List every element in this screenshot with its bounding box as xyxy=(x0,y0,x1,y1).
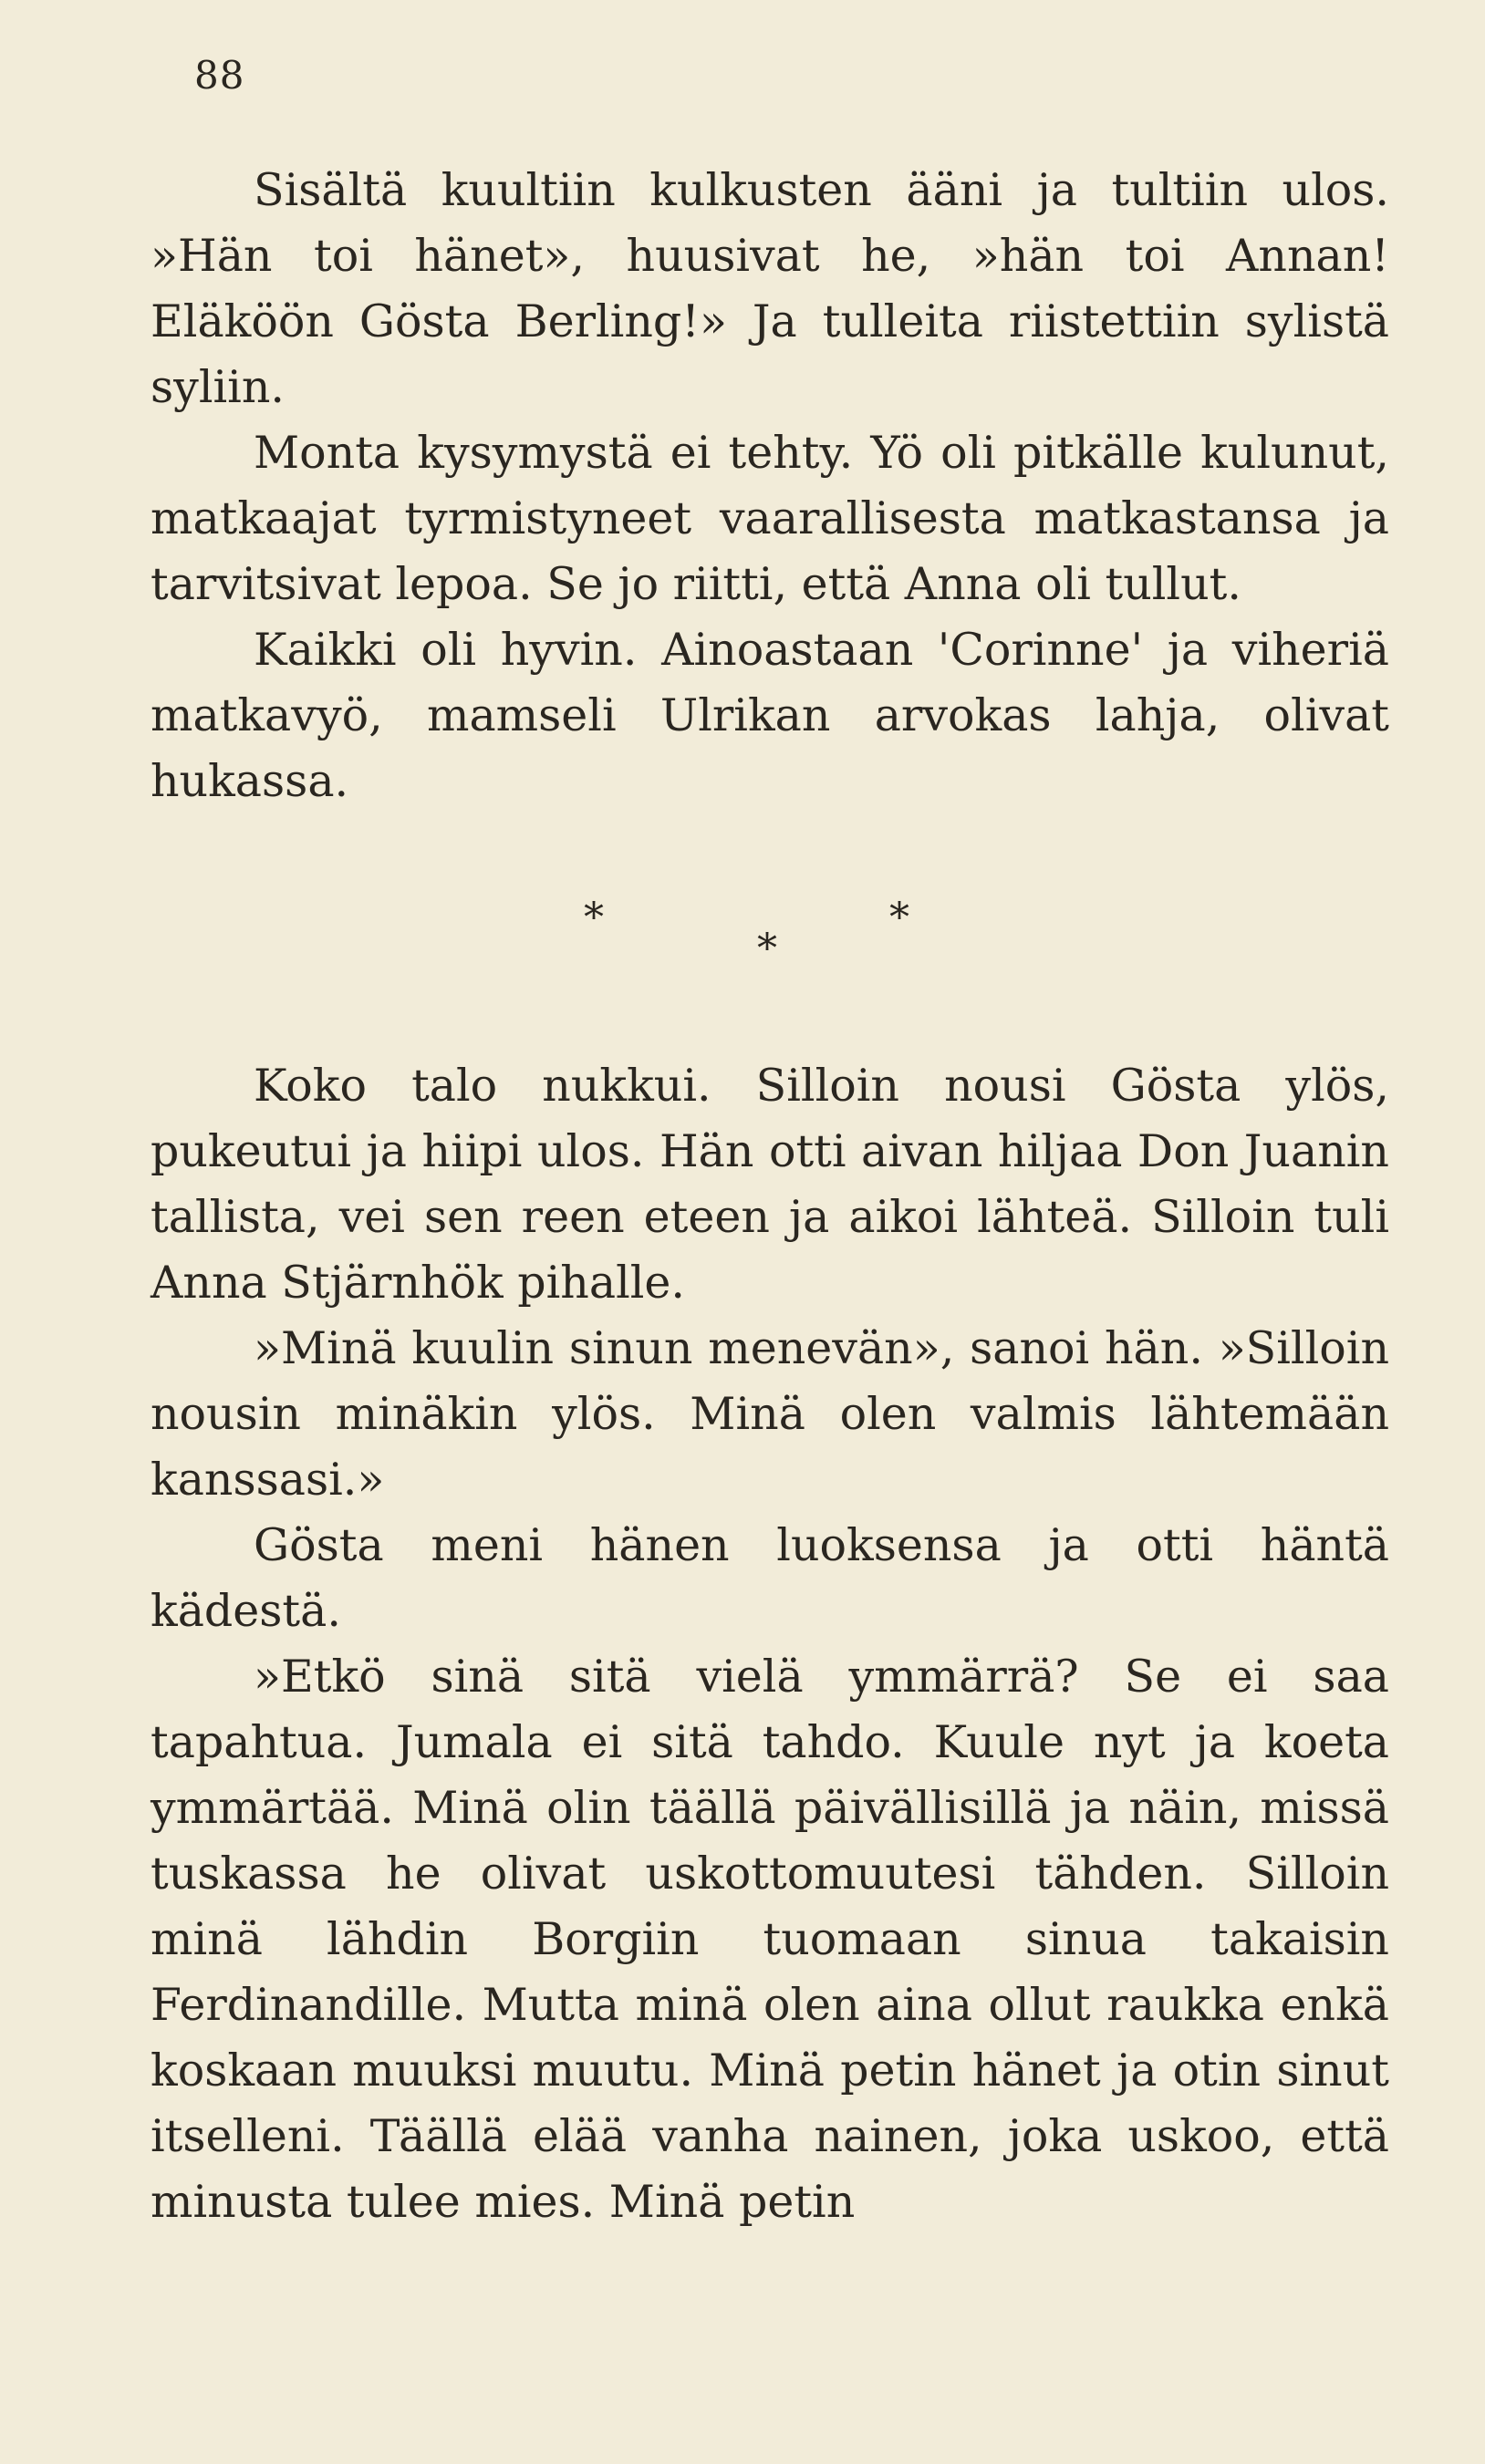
section-separator xyxy=(0,895,1485,972)
separator-star: * xyxy=(757,926,777,972)
paragraph: Gösta meni hänen luoksensa ja otti häntä kädestä. xyxy=(151,1519,1389,1637)
paragraph: »Etkö sinä sitä vielä ymmärrä? Se ei saa tapahtua. Jumala ei sitä tahdo. Kuule nyt ja koeta ymmärtää. Minä olin täällä päivällisillä ja näin, missä tuskassa he olivat uskottomuutesi tähden. Silloin minä lähdin Borgiin tuomaan sinua takaisin Ferdinandille. Mutta minä olen aina ollut raukka enkä koskaan muuksi muutu. Minä petin hänet ja otin sinut itselleni. Täällä elää vanha nainen, joka uskoo, että minusta tulee mies. Minä petin xyxy=(151,1651,1389,2228)
paragraph: Monta kysymystä ei tehty. Yö oli pitkälle kulunut, matkaajat tyrmistyneet vaarallisesta matkastansa ja tarvitsivat lepoa. Se jo riitti, että Anna oli tullut. xyxy=(151,427,1389,610)
text-block-lower xyxy=(151,1053,1389,2235)
separator-star: * xyxy=(584,895,604,941)
paragraph: Kaikki oli hyvin. Ainoastaan 'Corinne' ja viheriä matkavyö, mamseli Ulrikan arvokas lahja, olivat hukassa. xyxy=(151,624,1389,807)
paragraph: Sisältä kuultiin kulkusten ääni ja tultiin ulos. »Hän toi hänet», huusivat he, »hän toi Annan! Eläköön Gösta Berling!» Ja tulleita riistettiin sylistä syliin. xyxy=(151,164,1389,413)
paragraph: Koko talo nukkui. Silloin nousi Gösta ylös, pukeutui ja hiipi ulos. Hän otti aivan hiljaa Don Juanin tallista, vei sen reen eteen ja aikoi lähteä. Silloin tuli Anna Stjärnhök pihalle. xyxy=(151,1060,1389,1309)
separator-star: * xyxy=(889,895,909,941)
paragraph: »Minä kuulin sinun menevän», sanoi hän. »Silloin nousin minäkin ylös. Minä olen valmis lähtemään kanssasi.» xyxy=(151,1322,1389,1506)
page-number: 88 xyxy=(194,53,245,98)
text-block-upper xyxy=(151,158,1389,814)
